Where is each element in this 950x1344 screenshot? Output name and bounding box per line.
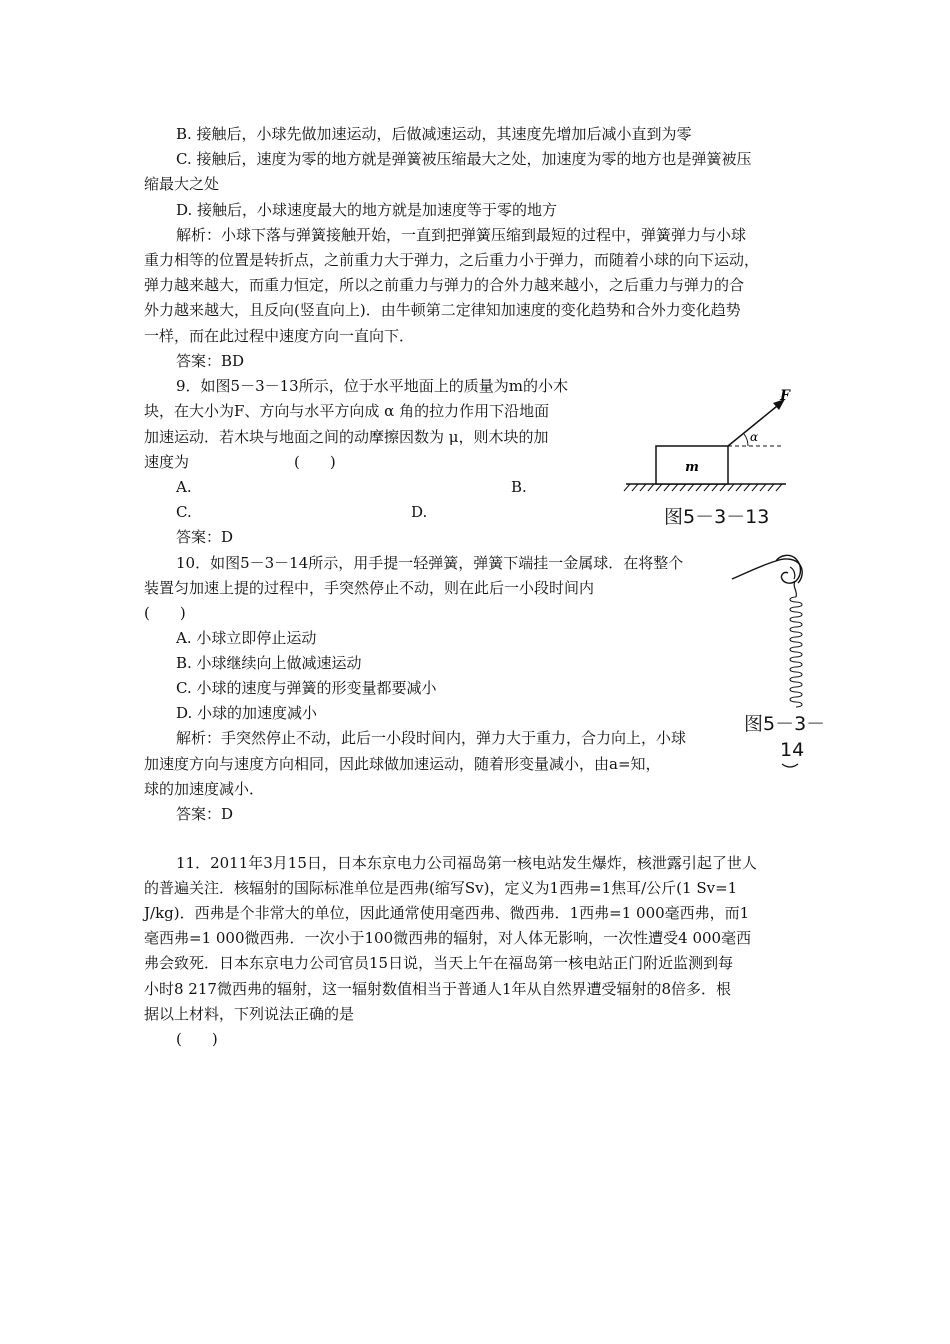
q11-stem-line2: 的普遍关注．核辐射的国际标准单位是西弗(缩写Sv)，定义为1西弗=1焦耳/公斤(1 Sv=1 bbox=[144, 879, 738, 897]
figure-block-on-ground bbox=[622, 388, 792, 498]
q10-analysis-line3: 球的加速度减小． bbox=[144, 780, 265, 798]
q8-analysis-line1: 解析：小球下落与弹簧接触开始，一直到把弹簧压缩到最短的过程中，弹簧弹力与小球 bbox=[176, 226, 747, 244]
q10-option-a: A. 小球立即停止运动 bbox=[176, 629, 317, 647]
hand-knuckle bbox=[790, 567, 795, 579]
q11-stem-line4: 毫西弗=1 000微西弗．一次小于100微西弗的辐射，对人体无影响，一次性遭受4 000毫西 bbox=[144, 929, 752, 947]
spring-hook bbox=[794, 581, 796, 597]
q11-stem-line6: 小时8 217微西弗的辐射，这一辐射数值相当于普通人1年从自然界遭受辐射的8倍多．根 bbox=[144, 980, 732, 998]
q8-option-b: B. 接触后，小球先做加速运动，后做减速运动，其速度先增加后减小直到为零 bbox=[176, 125, 692, 143]
figure-5-3-14-caption-line1: 图5－3－ bbox=[744, 713, 826, 735]
q9-stem-line2: 块，在大小为F、方向与水平方向成 α 角的拉力作用下沿地面 bbox=[144, 402, 550, 420]
q8-analysis-line3: 弹力越来越大，而重力恒定，所以之前重力与弹力的合外力越来越小，之后重力与弹力的合 bbox=[144, 276, 745, 294]
q11-stem-line1: 11．2011年3月15日，日本东京电力公司福岛第一核电站发生爆炸，核泄露引起了世人 bbox=[176, 854, 757, 872]
q9-option-b: B. bbox=[511, 478, 527, 496]
q9-answer: 答案：D bbox=[176, 528, 234, 546]
q8-analysis-line2: 重力相等的位置是转折点，之前重力大于弹力，之后重力小于弹力，而随着小球的向下运动， bbox=[144, 251, 760, 269]
q10-analysis-line2: 加速度方向与速度方向相同，因此球做加速运动，随着形变量减小，由a=知， bbox=[144, 755, 661, 773]
q11-stem-line7: 据以上材料，下列说法正确的是 bbox=[144, 1005, 355, 1023]
q8-answer: 答案：BD bbox=[176, 352, 245, 370]
q8-option-d: D. 接触后，小球速度最大的地方就是加速度等于零的地方 bbox=[176, 201, 558, 219]
caption-underline-mark bbox=[780, 762, 800, 770]
ground-hatching bbox=[624, 484, 782, 491]
q10-stem-line3: ( ) bbox=[144, 604, 186, 622]
q10-analysis-line1: 解析：手突然停止不动，此后一小段时间内，弹力大于重力，合力向上，小球 bbox=[176, 729, 687, 747]
hand-arm bbox=[732, 559, 802, 583]
angle-arc bbox=[744, 434, 748, 446]
q10-option-b: B. 小球继续向上做减速运动 bbox=[176, 654, 362, 672]
q10-stem-line2: 装置匀加速上提的过程中，手突然停止不动，则在此后一小段时间内 bbox=[144, 579, 595, 597]
q10-option-c: C. 小球的速度与弹簧的形变量都要减小 bbox=[176, 679, 437, 697]
q8-option-c-line1: C. 接触后，速度为零的地方就是弹簧被压缩最大之处，加速度为零的地方也是弹簧被压 bbox=[176, 150, 752, 168]
q10-option-d: D. 小球的加速度减小 bbox=[176, 704, 318, 722]
q11-stem-line3: J/kg)．西弗是个非常大的单位，因此通常使用毫西弗、微西弗．1西弗=1 000毫西弗，而1 bbox=[144, 904, 750, 922]
q9-stem-line3: 加速运动．若木块与地面之间的动摩擦因数为 μ，则木块的加 bbox=[144, 428, 549, 446]
q9-option-c: C. bbox=[176, 503, 192, 521]
q11-stem-line5: 弗会致死．日本东京电力公司官员15日说，当天上午在福岛第一核电站正门附近监测到每 bbox=[144, 954, 734, 972]
q8-analysis-line5: 一样，而在此过程中速度方向一直向下． bbox=[144, 327, 415, 345]
q9-option-a: A. bbox=[176, 478, 192, 496]
q8-analysis-line4: 外力越来越大，且反向(竖直向上)．由牛顿第二定律知加速度的变化趋势和合外力变化趋势 bbox=[144, 301, 741, 319]
q8-option-c-line2: 缩最大之处 bbox=[144, 175, 220, 193]
q9-stem-line1: 9．如图5－3－13所示，位于水平地面上的质量为m的小木 bbox=[176, 377, 568, 395]
q10-answer: 答案：D bbox=[176, 805, 234, 823]
q10-stem-line1: 10．如图5－3－14所示，用手提一轻弹簧，弹簧下端挂一金属球．在将整个 bbox=[176, 554, 684, 572]
figure-hand-spring bbox=[728, 553, 828, 713]
q11-answer-paren: ( ) bbox=[176, 1030, 218, 1048]
figure-5-3-13-caption: 图5－3－13 bbox=[664, 506, 770, 528]
q9-stem-line4: 速度为 ( ) bbox=[144, 453, 336, 471]
q9-option-d: D. bbox=[411, 503, 428, 521]
force-label: F bbox=[780, 388, 790, 404]
mass-label: m bbox=[685, 460, 699, 475]
angle-label: α bbox=[750, 430, 759, 444]
figure-5-3-14-caption-line2: 14 bbox=[780, 739, 805, 761]
spring-coils bbox=[790, 597, 802, 707]
